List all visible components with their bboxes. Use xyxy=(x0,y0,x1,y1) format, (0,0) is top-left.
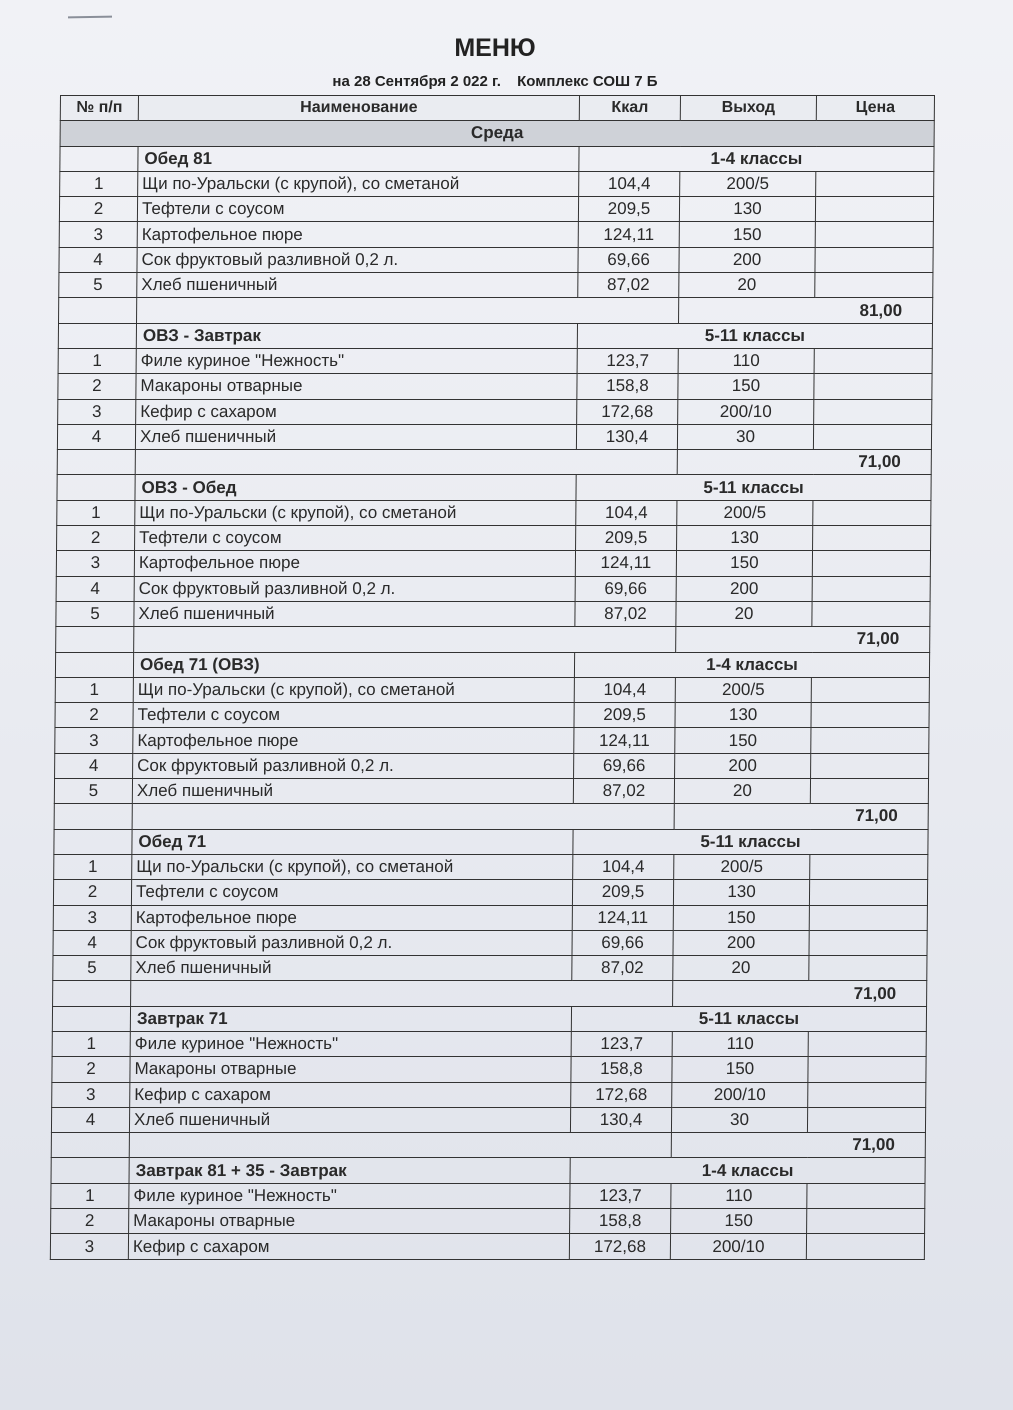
table-row xyxy=(53,905,927,930)
item-name: Сок фруктовый разливной 0,2 л. xyxy=(131,930,572,955)
section-classes: 1-4 классы xyxy=(579,146,934,171)
item-name: Макароны отварные xyxy=(129,1209,570,1234)
header-price: Цена xyxy=(816,96,934,121)
section-total-price: 71,00 xyxy=(674,804,928,829)
section-classes: 5-11 классы xyxy=(573,829,928,854)
item-number: 4 xyxy=(53,930,131,955)
item-price xyxy=(813,526,931,551)
item-name: Щи по-Уральски (с крупой), со сметаной xyxy=(132,854,573,879)
item-yield: 130 xyxy=(679,197,815,222)
item-price xyxy=(807,1107,925,1132)
table-row xyxy=(55,703,929,728)
section-total-row xyxy=(54,804,928,829)
section-num-cell xyxy=(52,1006,130,1031)
item-name: Хлеб пшеничный xyxy=(132,779,573,804)
item-number: 3 xyxy=(53,905,131,930)
item-name: Филе куриное "Нежность" xyxy=(136,348,577,373)
total-blank xyxy=(53,981,131,1006)
item-price xyxy=(816,171,934,196)
item-number: 4 xyxy=(59,247,137,272)
table-row xyxy=(55,728,929,753)
item-number: 2 xyxy=(52,1057,130,1082)
item-kcal: 69,66 xyxy=(572,930,673,955)
item-number: 4 xyxy=(57,424,135,449)
item-kcal: 69,66 xyxy=(575,576,676,601)
item-name: Тефтели с соусом xyxy=(135,526,576,551)
item-yield: 150 xyxy=(671,1209,807,1234)
item-name: Тефтели с соусом xyxy=(131,880,572,905)
item-name: Хлеб пшеничный xyxy=(137,273,578,298)
item-kcal: 69,66 xyxy=(578,247,679,272)
item-number: 4 xyxy=(56,576,134,601)
item-yield: 150 xyxy=(672,1057,808,1082)
item-yield: 150 xyxy=(679,222,815,247)
total-blank xyxy=(135,450,677,475)
item-kcal: 158,8 xyxy=(570,1209,671,1234)
item-name: Сок фруктовый разливной 0,2 л. xyxy=(137,247,578,272)
total-blank xyxy=(132,804,674,829)
item-yield: 30 xyxy=(671,1107,807,1132)
section-classes: 1-4 классы xyxy=(570,1158,925,1183)
item-yield: 110 xyxy=(672,1031,808,1056)
section-header-row xyxy=(52,1006,926,1031)
table-row xyxy=(58,399,932,424)
item-yield: 150 xyxy=(675,728,811,753)
item-yield: 200/5 xyxy=(675,677,811,702)
item-price xyxy=(815,197,933,222)
item-yield: 110 xyxy=(678,348,814,373)
table-row xyxy=(59,247,933,272)
table-row xyxy=(56,576,930,601)
item-price xyxy=(815,222,933,247)
item-price xyxy=(809,956,927,981)
header-kcal: Ккал xyxy=(579,96,680,121)
table-row xyxy=(52,1031,926,1056)
section-name: ОВЗ - Завтрак xyxy=(136,323,577,348)
item-number: 1 xyxy=(57,500,135,525)
item-kcal: 104,4 xyxy=(576,500,677,525)
item-name: Филе куриное "Нежность" xyxy=(129,1183,570,1208)
section-total-price: 71,00 xyxy=(671,1133,925,1158)
item-kcal: 69,66 xyxy=(574,753,675,778)
item-yield: 200 xyxy=(673,930,809,955)
section-name: Обед 71 xyxy=(132,829,573,854)
section-header-row xyxy=(60,146,934,171)
section-num-cell xyxy=(54,829,132,854)
item-price xyxy=(808,1082,926,1107)
item-name: Хлеб пшеничный xyxy=(134,601,575,626)
section-classes: 1-4 классы xyxy=(574,652,929,677)
menu-complex: Комплекс СОШ 7 Б xyxy=(517,73,658,90)
item-number: 3 xyxy=(52,1082,130,1107)
item-yield: 150 xyxy=(676,551,812,576)
item-kcal: 104,4 xyxy=(573,854,674,879)
section-total-price: 71,00 xyxy=(676,627,930,652)
total-blank xyxy=(131,981,673,1006)
item-kcal: 124,11 xyxy=(575,551,676,576)
item-kcal: 104,4 xyxy=(574,677,675,702)
item-price xyxy=(813,500,931,525)
table-row xyxy=(53,956,927,981)
item-price xyxy=(810,779,928,804)
menu-table xyxy=(50,95,935,1260)
section-total-price: 71,00 xyxy=(673,981,927,1006)
item-kcal: 124,11 xyxy=(578,222,679,247)
item-price xyxy=(812,601,930,626)
section-name: Обед 81 xyxy=(138,146,579,171)
item-price xyxy=(807,1183,925,1208)
item-yield: 130 xyxy=(673,880,809,905)
item-name: Картофельное пюре xyxy=(134,551,575,576)
item-kcal: 123,7 xyxy=(577,348,678,373)
table-row xyxy=(56,601,930,626)
item-price xyxy=(815,247,933,272)
section-header-row xyxy=(54,829,928,854)
item-price xyxy=(810,854,928,879)
day-row xyxy=(60,121,934,146)
item-number: 5 xyxy=(54,779,132,804)
item-name: Щи по-Уральски (с крупой), со сметаной xyxy=(133,677,574,702)
item-number: 2 xyxy=(51,1209,129,1234)
section-header-row xyxy=(55,652,929,677)
pen-mark xyxy=(68,16,112,19)
table-row xyxy=(59,222,933,247)
item-name: Картофельное пюре xyxy=(131,905,572,930)
total-blank xyxy=(51,1133,129,1158)
item-number: 5 xyxy=(56,601,134,626)
item-name: Сок фруктовый разливной 0,2 л. xyxy=(133,753,574,778)
item-price xyxy=(813,424,931,449)
item-kcal: 172,68 xyxy=(569,1234,670,1259)
table-row xyxy=(52,1057,926,1082)
section-name: Завтрак 81 + 35 - Завтрак xyxy=(129,1158,570,1183)
table-row xyxy=(51,1209,925,1234)
item-name: Хлеб пшеничный xyxy=(135,424,576,449)
item-yield: 200 xyxy=(676,576,812,601)
section-classes: 5-11 классы xyxy=(571,1006,926,1031)
item-number: 1 xyxy=(55,677,133,702)
item-name: Кефир с сахаром xyxy=(136,399,577,424)
section-name: ОВЗ - Обед xyxy=(135,475,576,500)
item-yield: 200/10 xyxy=(678,399,814,424)
item-yield: 200/5 xyxy=(674,854,810,879)
section-total-row xyxy=(51,1133,925,1158)
section-name: Обед 71 (ОВЗ) xyxy=(133,652,574,677)
section-total-price: 81,00 xyxy=(679,298,933,323)
section-total-row xyxy=(53,981,927,1006)
section-total-price: 71,00 xyxy=(677,450,931,475)
table-row xyxy=(59,273,933,298)
table-row xyxy=(55,753,929,778)
item-yield: 20 xyxy=(674,779,810,804)
item-name: Кефир с сахаром xyxy=(130,1082,571,1107)
item-price xyxy=(811,703,929,728)
item-name: Кефир с сахаром xyxy=(128,1234,569,1259)
header-name: Наименование xyxy=(138,96,579,121)
table-row xyxy=(51,1183,925,1208)
item-kcal: 172,68 xyxy=(577,399,678,424)
table-row xyxy=(60,171,934,196)
section-total-row xyxy=(57,450,931,475)
item-kcal: 123,7 xyxy=(571,1031,672,1056)
total-blank xyxy=(137,298,679,323)
table-row xyxy=(54,854,928,879)
item-number: 2 xyxy=(55,703,133,728)
item-number: 2 xyxy=(53,880,131,905)
table-row xyxy=(58,348,932,373)
item-kcal: 87,02 xyxy=(575,601,676,626)
item-kcal: 158,8 xyxy=(577,374,678,399)
item-name: Картофельное пюре xyxy=(133,728,574,753)
item-yield: 130 xyxy=(677,526,813,551)
section-header-row xyxy=(51,1158,925,1183)
item-yield: 200/5 xyxy=(677,500,813,525)
item-number: 1 xyxy=(58,348,136,373)
item-yield: 200 xyxy=(675,753,811,778)
item-number: 1 xyxy=(52,1031,130,1056)
item-yield: 150 xyxy=(678,374,814,399)
item-yield: 30 xyxy=(677,424,813,449)
item-name: Хлеб пшеничный xyxy=(129,1107,570,1132)
total-blank xyxy=(54,804,132,829)
item-kcal: 124,11 xyxy=(574,728,675,753)
item-price xyxy=(814,374,932,399)
section-classes: 5-11 классы xyxy=(577,323,932,348)
item-number: 1 xyxy=(54,854,132,879)
item-number: 5 xyxy=(53,956,131,981)
item-kcal: 209,5 xyxy=(576,526,677,551)
table-row xyxy=(53,880,927,905)
item-number: 2 xyxy=(58,374,136,399)
page-title: МЕНЮ xyxy=(454,34,536,62)
table-row xyxy=(50,1234,924,1259)
item-number: 4 xyxy=(55,753,133,778)
table-header-row xyxy=(60,96,934,121)
section-num-cell xyxy=(51,1158,129,1183)
total-blank xyxy=(134,627,676,652)
item-number: 2 xyxy=(57,526,135,551)
item-kcal: 87,02 xyxy=(578,273,679,298)
item-name: Филе куриное "Нежность" xyxy=(130,1031,571,1056)
item-number: 3 xyxy=(59,222,137,247)
item-kcal: 87,02 xyxy=(572,956,673,981)
item-kcal: 158,8 xyxy=(571,1057,672,1082)
item-number: 5 xyxy=(59,273,137,298)
table-row xyxy=(51,1107,925,1132)
item-kcal: 123,7 xyxy=(570,1183,671,1208)
item-kcal: 209,5 xyxy=(574,703,675,728)
item-yield: 20 xyxy=(673,956,809,981)
header-num: № п/п xyxy=(60,96,138,121)
item-number: 4 xyxy=(51,1107,129,1132)
item-price xyxy=(811,677,929,702)
item-price xyxy=(811,753,929,778)
total-blank xyxy=(56,627,134,652)
item-yield: 20 xyxy=(679,273,815,298)
table-row xyxy=(57,500,931,525)
item-price xyxy=(815,273,933,298)
section-header-row xyxy=(57,475,931,500)
item-price xyxy=(808,1057,926,1082)
section-header-row xyxy=(58,323,932,348)
menu-date: на 28 Сентября 2 022 г. xyxy=(332,73,501,90)
section-total-row xyxy=(56,627,930,652)
total-blank xyxy=(57,450,135,475)
item-number: 3 xyxy=(58,399,136,424)
item-price xyxy=(814,399,932,424)
total-blank xyxy=(59,298,137,323)
item-kcal: 124,11 xyxy=(572,905,673,930)
item-price xyxy=(812,551,930,576)
item-yield: 150 xyxy=(673,905,809,930)
table-row xyxy=(52,1082,926,1107)
item-number: 2 xyxy=(59,197,137,222)
item-price xyxy=(809,930,927,955)
table-row xyxy=(55,677,929,702)
item-name: Щи по-Уральски (с крупой), со сметаной xyxy=(138,171,579,196)
item-price xyxy=(809,880,927,905)
item-kcal: 130,4 xyxy=(576,424,677,449)
item-yield: 200/5 xyxy=(680,171,816,196)
item-kcal: 104,4 xyxy=(579,171,680,196)
item-number: 3 xyxy=(50,1234,128,1259)
section-classes: 5-11 классы xyxy=(576,475,931,500)
item-yield: 200/10 xyxy=(672,1082,808,1107)
item-number: 1 xyxy=(60,171,138,196)
item-kcal: 87,02 xyxy=(573,779,674,804)
item-price xyxy=(814,348,932,373)
item-name: Тефтели с соусом xyxy=(137,197,578,222)
total-blank xyxy=(129,1133,671,1158)
section-total-row xyxy=(59,298,933,323)
section-num-cell xyxy=(55,652,133,677)
item-yield: 20 xyxy=(676,601,812,626)
item-name: Картофельное пюре xyxy=(137,222,578,247)
item-kcal: 209,5 xyxy=(578,197,679,222)
item-price xyxy=(811,728,929,753)
item-price xyxy=(806,1234,924,1259)
item-name: Щи по-Уральски (с крупой), со сметаной xyxy=(135,500,576,525)
item-yield: 110 xyxy=(671,1183,807,1208)
item-yield: 130 xyxy=(675,703,811,728)
item-number: 1 xyxy=(51,1183,129,1208)
table-row xyxy=(57,526,931,551)
item-price xyxy=(807,1209,925,1234)
section-num-cell xyxy=(58,323,136,348)
section-num-cell xyxy=(57,475,135,500)
item-price xyxy=(812,576,930,601)
item-price xyxy=(808,1031,926,1056)
item-price xyxy=(809,905,927,930)
section-num-cell xyxy=(60,146,138,171)
day-label: Среда xyxy=(60,121,934,146)
table-row xyxy=(54,779,928,804)
table-row xyxy=(56,551,930,576)
item-number: 3 xyxy=(56,551,134,576)
table-row xyxy=(53,930,927,955)
table-row xyxy=(58,374,932,399)
item-name: Макароны отварные xyxy=(130,1057,571,1082)
item-yield: 200/10 xyxy=(670,1234,806,1259)
item-name: Хлеб пшеничный xyxy=(131,956,572,981)
header-yield: Выход xyxy=(680,96,816,121)
item-kcal: 209,5 xyxy=(572,880,673,905)
page-subtitle xyxy=(0,73,990,90)
item-yield: 200 xyxy=(679,247,815,272)
section-name: Завтрак 71 xyxy=(130,1006,571,1031)
table-row xyxy=(59,197,933,222)
table-row xyxy=(57,424,931,449)
item-name: Макароны отварные xyxy=(136,374,577,399)
item-kcal: 130,4 xyxy=(570,1107,671,1132)
item-number: 3 xyxy=(55,728,133,753)
item-name: Тефтели с соусом xyxy=(133,703,574,728)
item-name: Сок фруктовый разливной 0,2 л. xyxy=(134,576,575,601)
item-kcal: 172,68 xyxy=(571,1082,672,1107)
